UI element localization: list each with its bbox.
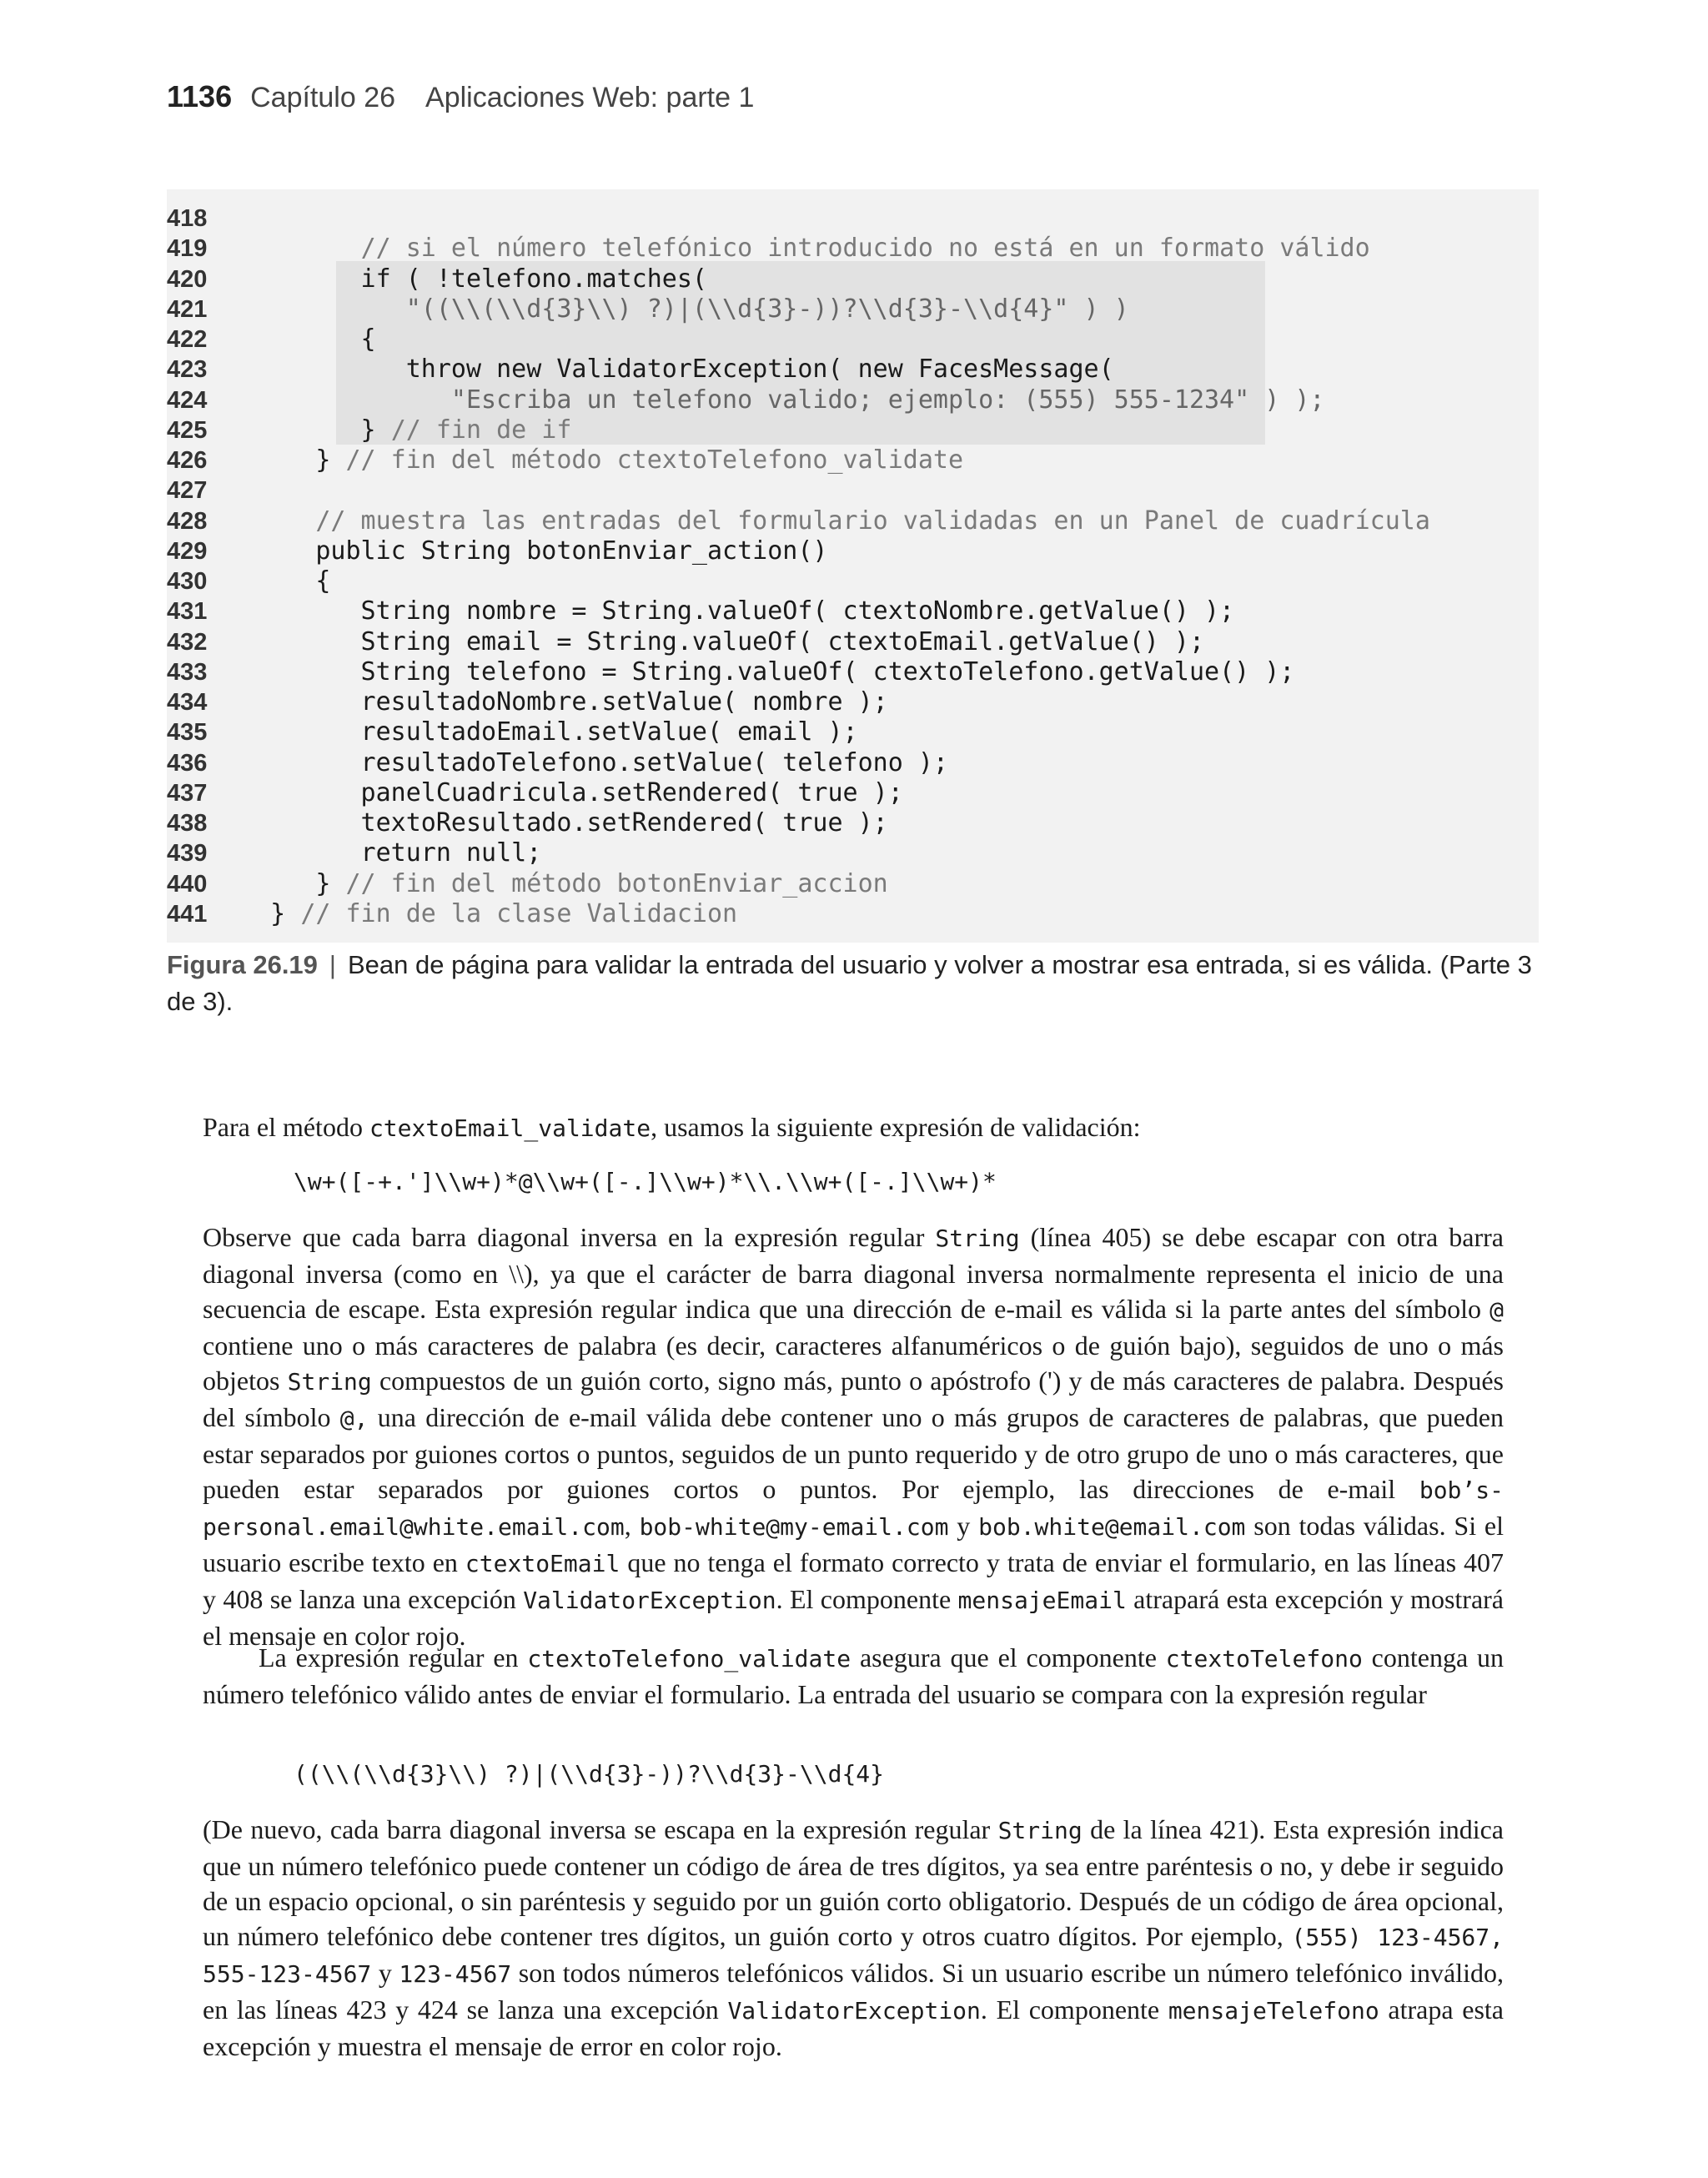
line-number: 430	[167, 568, 208, 595]
code-line	[167, 838, 1430, 868]
code-text: "((\\(\\d{3}\\) ?)|(\\d{3}-))?\\d{3}-\\d{4}" ) )	[225, 294, 1129, 324]
line-number: 419	[167, 235, 208, 263]
line-number: 424	[167, 386, 208, 414]
code-text: return null;	[225, 838, 542, 868]
line-number: 436	[167, 749, 208, 777]
caption-separator: |	[329, 950, 336, 979]
code-line	[167, 596, 1430, 626]
code-line	[167, 445, 1430, 475]
code-line	[167, 536, 1430, 566]
line-number: 431	[167, 598, 208, 626]
code-text: if ( !telefono.matches(	[225, 264, 707, 294]
code-text: textoResultado.setRendered( true );	[225, 808, 888, 837]
code-text: // muestra las entradas del formulario validadas en un Panel de cuadrícula	[315, 506, 1430, 536]
email-regex: \w+([-+.']\\w+)*@\\w+([-.]\\w+)*\\.\\w+([-.]\\w+)*	[294, 1168, 997, 1195]
phone-regex: ((\\(\\d{3}\\) ?)|(\\d{3}-))?\\d{3}-\\d{4}	[294, 1760, 885, 1788]
code-text: "Escriba un telefono valido; ejemplo: (555) 555-1234" ) );	[225, 385, 1325, 415]
code-text: } // fin de la clase Validacion	[225, 898, 738, 928]
code-text: } // fin de if	[225, 415, 572, 445]
code-text: {	[225, 566, 331, 596]
figure-caption-text: Bean de página para validar la entrada del usuario y volver a mostrar esa entrada, si es válida. (Parte 3 de 3).	[167, 950, 1532, 1016]
code-text: {	[225, 324, 376, 354]
line-number: 441	[167, 900, 208, 928]
code-text: } // fin del método ctextoTelefono_validate	[225, 445, 964, 475]
line-number: 426	[167, 447, 208, 474]
code-line	[167, 324, 1430, 355]
code-line	[167, 869, 1430, 899]
code-text: public String botonEnviar_action()	[225, 536, 828, 566]
line-number: 432	[167, 628, 208, 656]
code-text: String telefono = String.valueOf( ctextoTelefono.getValue() );	[225, 656, 1295, 687]
code-text: resultadoNombre.setValue( nombre );	[225, 687, 888, 717]
line-number: 439	[167, 840, 208, 868]
paragraph-phone-explanation: (De nuevo, cada barra diagonal inversa se escapa en la expresión regular String de la línea 421). Esta expresión indica que un número telefónico puede contener un código de área de tres dígitos, ya sea entre paréntesis o no, y debe ir seguido de un espacio opcional, o sin paréntesis y seguido por un guión corto obligatorio. Después de un código de área opcional, un número telefónico debe contener tres dígitos, un guión corto y otros cuatro dígitos. Por ejemplo, (555) 123-4567, 555-123-4567 y 123-4567 son todos números telefónicos válidos. Si un usuario escribe un número telefónico inválido, en las líneas 423 y 424 se lanza una excepción ValidatorException. El componente mensajeTelefono atrapa esta excepción y muestra el mensaje de error en color rojo.	[203, 1814, 1505, 2061]
line-number: 425	[167, 416, 208, 444]
code-line	[167, 657, 1430, 687]
page-number: 1136	[167, 79, 233, 113]
line-number: 428	[167, 507, 208, 535]
line-number: 435	[167, 719, 208, 747]
code-line	[167, 778, 1430, 808]
running-header	[167, 79, 754, 114]
line-number: 429	[167, 537, 208, 565]
code-line	[167, 355, 1430, 385]
code-line	[167, 808, 1430, 838]
chapter-label: Capítulo 26	[250, 82, 396, 113]
code-line	[167, 566, 1430, 596]
code-listing	[167, 204, 1430, 929]
line-number: 420	[167, 265, 208, 293]
line-number: 427	[167, 477, 208, 505]
code-line	[167, 899, 1430, 929]
code-text: panelCuadricula.setRendered( true );	[225, 777, 903, 807]
code-line	[167, 294, 1430, 324]
code-text: resultadoTelefono.setValue( telefono );	[225, 747, 948, 777]
code-line	[167, 506, 1430, 536]
code-text: String email = String.valueOf( ctextoEmail.getValue() );	[225, 626, 1204, 656]
code-text: } // fin del método botonEnviar_accion	[225, 868, 888, 898]
figure-caption	[167, 947, 1551, 1020]
line-number: 438	[167, 810, 208, 837]
code-text: throw new ValidatorException( new FacesMessage(	[225, 355, 1114, 385]
code-line	[167, 717, 1430, 747]
line-number: 418	[167, 205, 208, 232]
line-number: 434	[167, 689, 208, 716]
code-line	[167, 627, 1430, 657]
line-number: 437	[167, 779, 208, 807]
line-number: 423	[167, 356, 208, 384]
code-line	[167, 687, 1430, 717]
paragraph-phone-intro: La expresión regular en ctextoTelefono_validate asegura que el componente ctextoTelefono contenga un número telefónico válido antes de enviar el formulario. La entrada del usuario se compara con la expresión regular	[203, 1642, 1505, 1709]
code-text: // si el número telefónico introducido no está en un formato válido	[360, 234, 1370, 264]
line-number: 433	[167, 658, 208, 686]
figure-label: Figura 26.19	[167, 950, 318, 979]
code-text: String nombre = String.valueOf( ctextoNombre.getValue() );	[225, 596, 1235, 626]
code-line	[167, 415, 1430, 445]
code-line	[167, 748, 1430, 778]
line-number: 440	[167, 870, 208, 898]
paragraph-email-explanation: Observe que cada barra diagonal inversa en la expresión regular String (línea 405) se debe escapar con otra barra diagonal inversa (como en \\), ya que el carácter de barra diagonal inversa normalmente representa el inicio de una secuencia de escape. Esta expresión regular indica que una dirección de e-mail es válida si la parte antes del símbolo @ contiene uno o más caracteres de palabra (es decir, caracteres alfanuméricos o de guión bajo), seguidos de uno o más objetos String compuestos de un guión corto, signo más, punto o apóstrofo (') y de más caracteres de palabra. Después del símbolo @, una dirección de e-mail válida debe contener uno o más grupos de caracteres de palabras, que pueden estar separados por guiones cortos o puntos, seguidos de un punto requerido y de otro grupo de uno o más caracteres, que pueden estar separados por guiones cortos o puntos. Por ejemplo, las direcciones de e-mail bob’s-personal.email@white.email.com, bob-white@my-email.com y bob.white@email.com son todas válidas. Si el usuario escribe texto en ctextoEmail que no tenga el formato correcto y trata de enviar el formulario, en las líneas 407 y 408 se lanza una excepción ValidatorException. El componente mensajeEmail atrapará esta excepción y mostrará el mensaje en color rojo.	[203, 1222, 1505, 1651]
code-line	[167, 204, 1430, 234]
code-line	[167, 264, 1430, 294]
paragraph-email-intro: Para el método ctextoEmail_validate, usamos la siguiente expresión de validación:	[203, 1112, 1141, 1142]
code-text: resultadoEmail.setValue( email );	[225, 717, 858, 747]
line-number: 421	[167, 295, 208, 323]
line-number: 422	[167, 326, 208, 353]
code-line	[167, 234, 1430, 264]
code-line	[167, 475, 1430, 506]
chapter-title: Aplicaciones Web: parte 1	[425, 82, 755, 113]
code-line	[167, 385, 1430, 415]
